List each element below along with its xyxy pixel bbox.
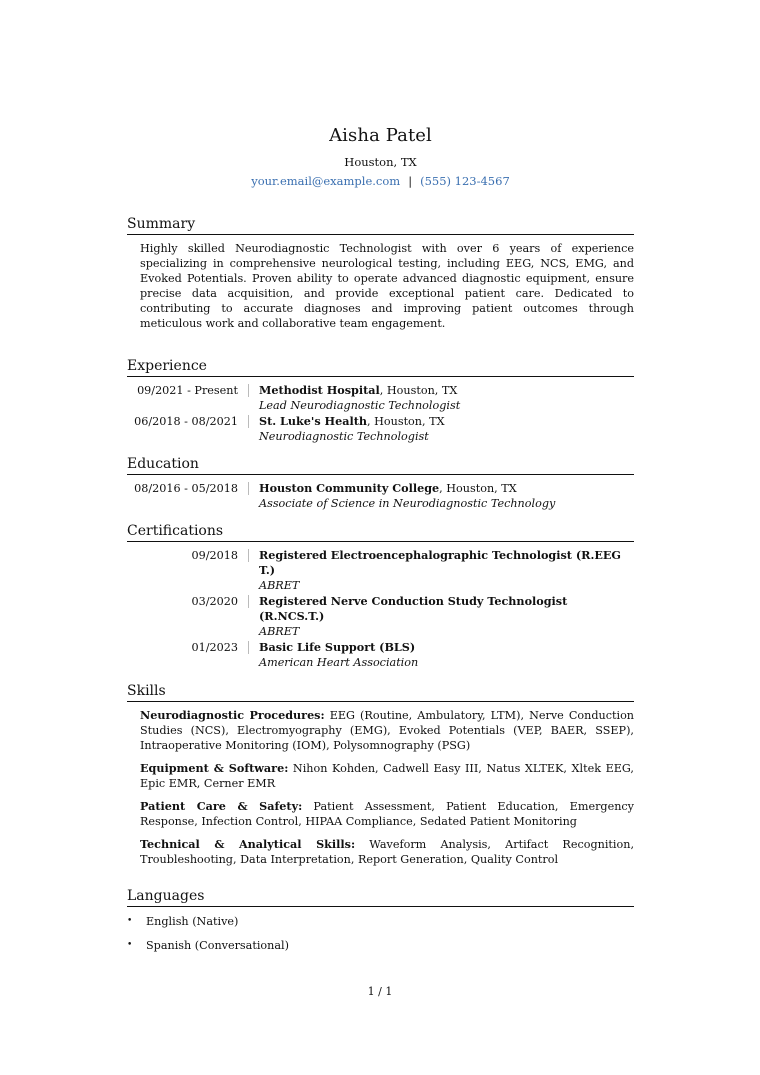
contact-line xyxy=(127,173,634,189)
entry-divider xyxy=(248,384,249,397)
skill-label: Patient Care & Safety: xyxy=(140,799,303,813)
summary-text: Highly skilled Neurodiagnostic Technologist with over 6 years of experience specializing in comprehensive neurological testing, including EEG, NCS, EMG, and Evoked Potentials. Proven ability to operate advanced diagnostic equipment, ensure precise data acquisition, and provide exceptional patient care. Dedicated to contributing to accurate diagnoses and improving patient outcomes through meticulous work and collaborative team engagement. xyxy=(140,242,634,330)
skill-text: Patient Assessment, Patient Education, Emergency Response, Infection Control, HIPAA Compliance, Sedated Patient Monitoring xyxy=(140,800,634,828)
email-link[interactable]: your.email@example.com xyxy=(251,174,401,188)
skill-group xyxy=(127,708,634,753)
skill-text: Waveform Analysis, Artifact Recognition, Troubleshooting, Data Interpretation, Report Generation, Quality Control xyxy=(140,838,634,866)
candidate-name: Aisha Patel xyxy=(329,125,432,146)
language-text: Spanish (Conversational) xyxy=(146,939,289,952)
skill-label: Technical & Analytical Skills: xyxy=(140,837,356,851)
list-item xyxy=(127,938,634,953)
certification-issuer: American Heart Association xyxy=(259,656,419,669)
entry-divider xyxy=(248,415,249,428)
certification-entry xyxy=(127,640,634,670)
education-entry xyxy=(127,481,634,511)
skill-label: Equipment & Software: xyxy=(140,761,289,775)
bullet-icon: • xyxy=(127,940,133,950)
entry-date: 01/2023 xyxy=(191,641,238,654)
entry-info xyxy=(259,640,634,670)
section-title-certifications: Certifications xyxy=(127,522,634,542)
entry-info xyxy=(259,594,634,639)
entry-organization: St. Luke's Health xyxy=(259,414,368,428)
skill-group xyxy=(127,837,634,867)
certification-issuer: ABRET xyxy=(259,625,300,638)
list-item xyxy=(127,914,634,929)
experience-section xyxy=(127,357,634,444)
certification-entry xyxy=(127,548,634,593)
entry-date: 09/2021 - Present xyxy=(137,384,238,397)
certification-name: Registered Electroencephalographic Technologist (R.EEG T.) xyxy=(259,548,621,577)
entry-info xyxy=(259,481,634,511)
language-list xyxy=(127,914,634,953)
skills-section xyxy=(127,682,634,867)
phone-link[interactable]: (555) 123-4567 xyxy=(420,174,510,188)
certifications-section xyxy=(127,522,634,670)
certification-issuer: ABRET xyxy=(259,579,300,592)
section-title-experience: Experience xyxy=(127,357,634,377)
language-text: English (Native) xyxy=(146,915,239,928)
entry-date: 06/2018 - 08/2021 xyxy=(134,415,238,428)
bullet-icon: • xyxy=(127,916,133,926)
entry-organization: Methodist Hospital xyxy=(259,383,380,397)
entry-organization: Houston Community College xyxy=(259,481,440,495)
section-title-summary: Summary xyxy=(127,215,634,235)
entry-info xyxy=(259,414,634,444)
section-title-skills: Skills xyxy=(127,682,634,702)
page-number: 1 / 1 xyxy=(367,985,393,998)
entry-info xyxy=(259,548,634,593)
entry-place: , Houston, TX xyxy=(379,384,458,397)
certification-name: Basic Life Support (BLS) xyxy=(259,640,416,654)
entry-role: Lead Neurodiagnostic Technologist xyxy=(259,399,461,412)
section-title-languages: Languages xyxy=(127,887,634,907)
skill-group xyxy=(127,799,634,829)
experience-entry xyxy=(127,414,634,444)
summary-section xyxy=(127,215,634,331)
entry-date: 09/2018 xyxy=(191,549,238,562)
certification-entry xyxy=(127,594,634,639)
entry-divider xyxy=(248,641,249,654)
entry-place: , Houston, TX xyxy=(439,482,517,495)
entry-date: 08/2016 - 05/2018 xyxy=(134,482,238,495)
skill-label: Neurodiagnostic Procedures: xyxy=(140,708,325,722)
education-section xyxy=(127,455,634,511)
skill-text: Nihon Kohden, Cadwell Easy III, Natus XLTEK, Xltek EEG, Epic EMR, Cerner EMR xyxy=(140,762,634,790)
experience-entry xyxy=(127,383,634,413)
entry-divider xyxy=(248,482,249,495)
languages-section xyxy=(127,887,634,953)
certification-name: Registered Nerve Conduction Study Technologist (R.NCS.T.) xyxy=(259,594,568,623)
resume-page xyxy=(127,118,634,962)
entry-role: Neurodiagnostic Technologist xyxy=(259,430,429,443)
candidate-location: Houston, TX xyxy=(344,155,417,169)
section-title-education: Education xyxy=(127,455,634,475)
entry-place: , Houston, TX xyxy=(367,415,445,428)
entry-divider xyxy=(248,549,249,562)
entry-date: 03/2020 xyxy=(191,595,238,608)
contact-separator: | xyxy=(408,174,413,188)
entry-degree: Associate of Science in Neurodiagnostic Technology xyxy=(259,497,556,510)
skill-text: EEG (Routine, Ambulatory, LTM), Nerve Conduction Studies (NCS), Electromyography (EMG), Evoked Potentials (VEP, BAER, SSEP), Intraoperative Monitoring (IOM), Polysomnography (PSG) xyxy=(140,709,635,752)
entry-divider xyxy=(248,595,249,608)
skill-group xyxy=(127,761,634,791)
resume-header xyxy=(127,124,634,189)
entry-info xyxy=(259,383,634,413)
